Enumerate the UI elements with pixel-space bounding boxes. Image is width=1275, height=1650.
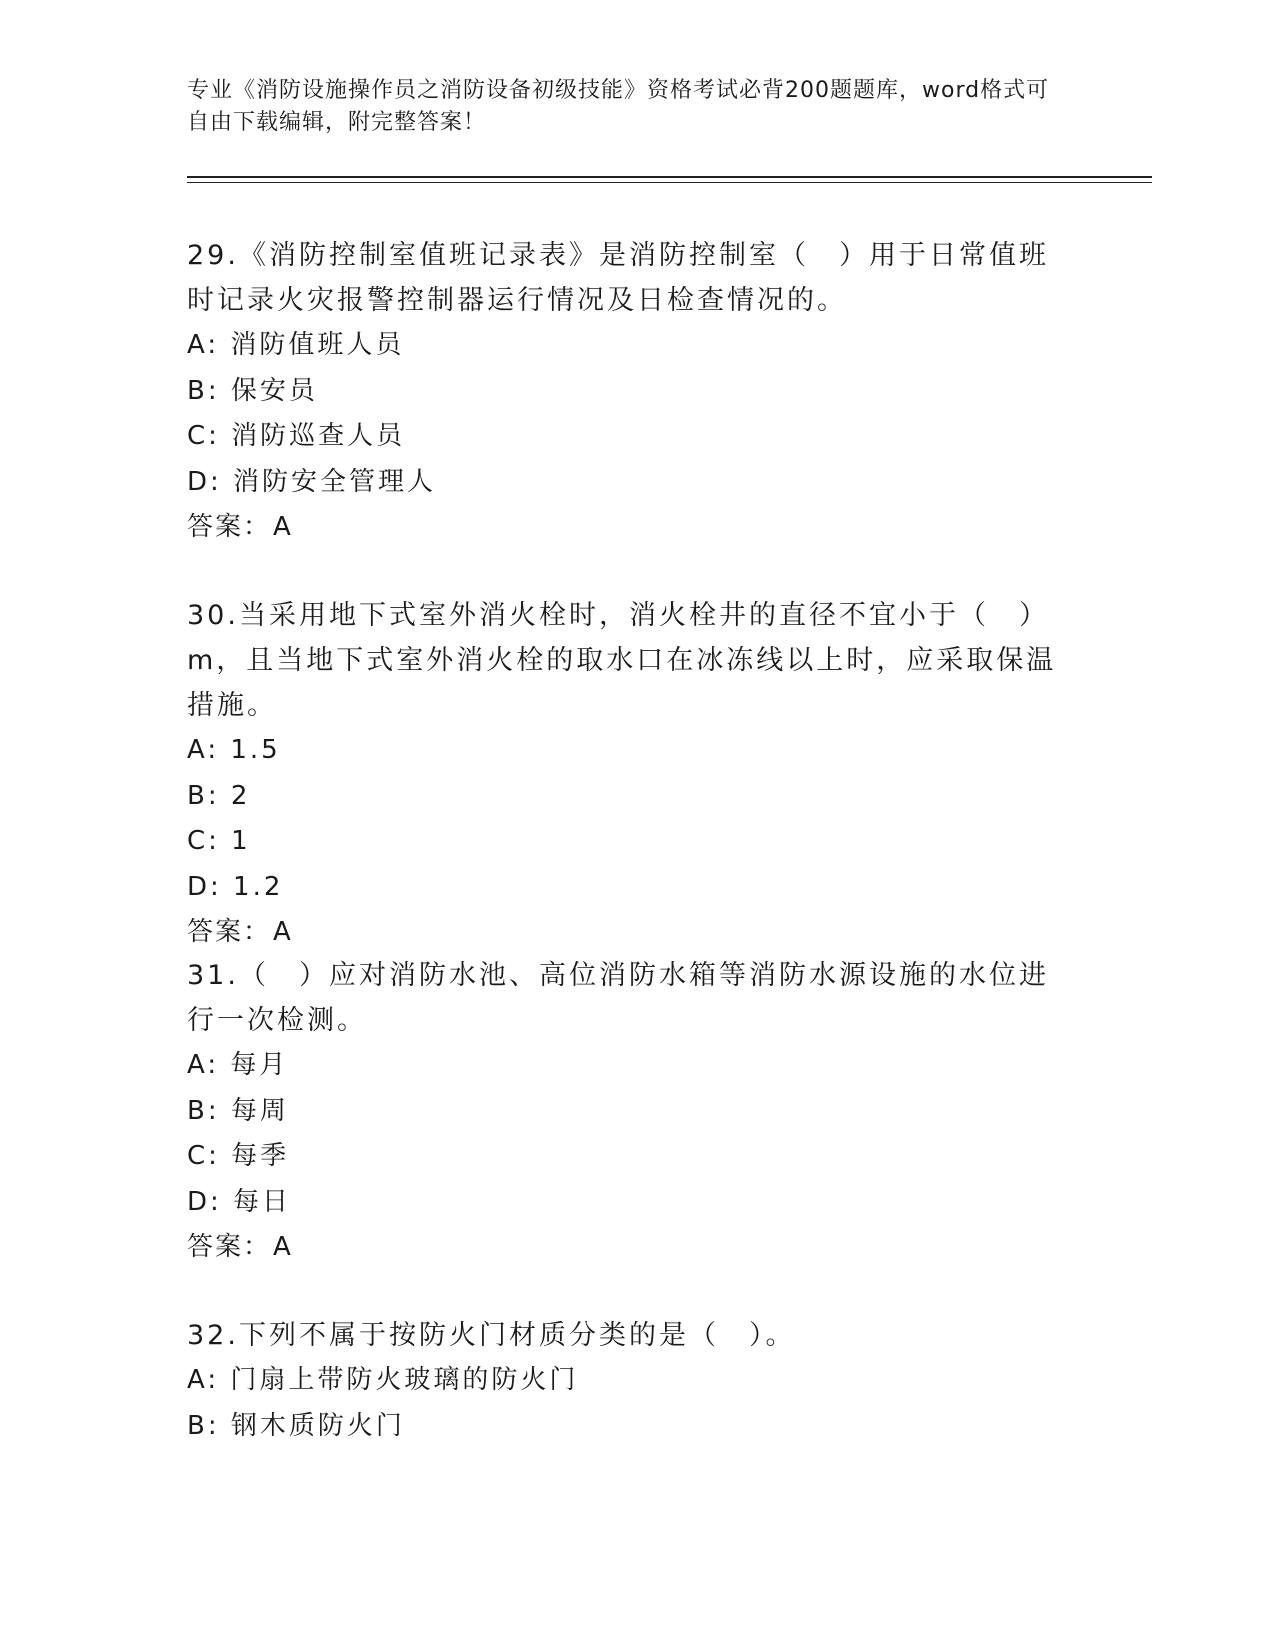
answer-line xyxy=(187,505,1077,551)
answer-line xyxy=(187,1225,1077,1271)
option-c: C: 消防巡查人员 xyxy=(187,421,406,451)
answer-value: A xyxy=(273,917,293,947)
answer-label: 答案： xyxy=(187,917,272,947)
option-c: C: 每季 xyxy=(187,1141,290,1171)
answer-value: A xyxy=(273,512,293,542)
option-a: A: 每月 xyxy=(187,1050,289,1080)
option-b: B: 保安员 xyxy=(187,375,318,406)
question-stem: 30.当采用地下式室外消火栓时，消火栓井的直径不宜小于（ ）m，且当地下式室外消火栓的取水口在冰冻线以上时，应采取保温措施。 xyxy=(187,600,1057,721)
option-d: D: 消防安全管理人 xyxy=(187,466,437,497)
question-stem: 32.下列不属于按防火门材质分类的是（ ）。 xyxy=(187,1320,796,1351)
option-a: A: 1.5 xyxy=(187,735,281,765)
question-stem: 29.《消防控制室值班记录表》是消防控制室（ ）用于日常值班时记录火灾报警控制器运行情况及日检查情况的。 xyxy=(187,240,1049,316)
option-a: A: 消防值班人员 xyxy=(187,330,405,360)
header-divider xyxy=(187,176,1152,178)
option-c: C: 1 xyxy=(187,826,251,856)
question-32 xyxy=(187,1313,1077,1449)
option-b: B: 2 xyxy=(187,780,251,811)
option-d: D: 1.2 xyxy=(187,871,284,902)
question-31 xyxy=(187,953,1077,1271)
option-a: A: 门扇上带防火玻璃的防火门 xyxy=(187,1365,579,1395)
answer-label: 答案： xyxy=(187,1232,272,1262)
question-29 xyxy=(187,233,1077,551)
answer-line xyxy=(187,910,1077,956)
option-b: B: 每周 xyxy=(187,1095,289,1126)
header-divider-thin xyxy=(187,182,1152,183)
question-stem: 31.（ ）应对消防水池、高位消防水箱等消防水源设施的水位进行一次检测。 xyxy=(187,960,1049,1036)
option-b: B: 钢木质防火门 xyxy=(187,1410,405,1441)
answer-label: 答案： xyxy=(187,512,272,542)
document-header: 专业《消防设施操作员之消防设备初级技能》资格考试必背200题题库，word格式可自由下载编辑，附完整答案！ xyxy=(187,78,1050,135)
answer-value: A xyxy=(273,1232,293,1262)
question-30 xyxy=(187,593,1077,956)
option-d: D: 每日 xyxy=(187,1186,292,1217)
